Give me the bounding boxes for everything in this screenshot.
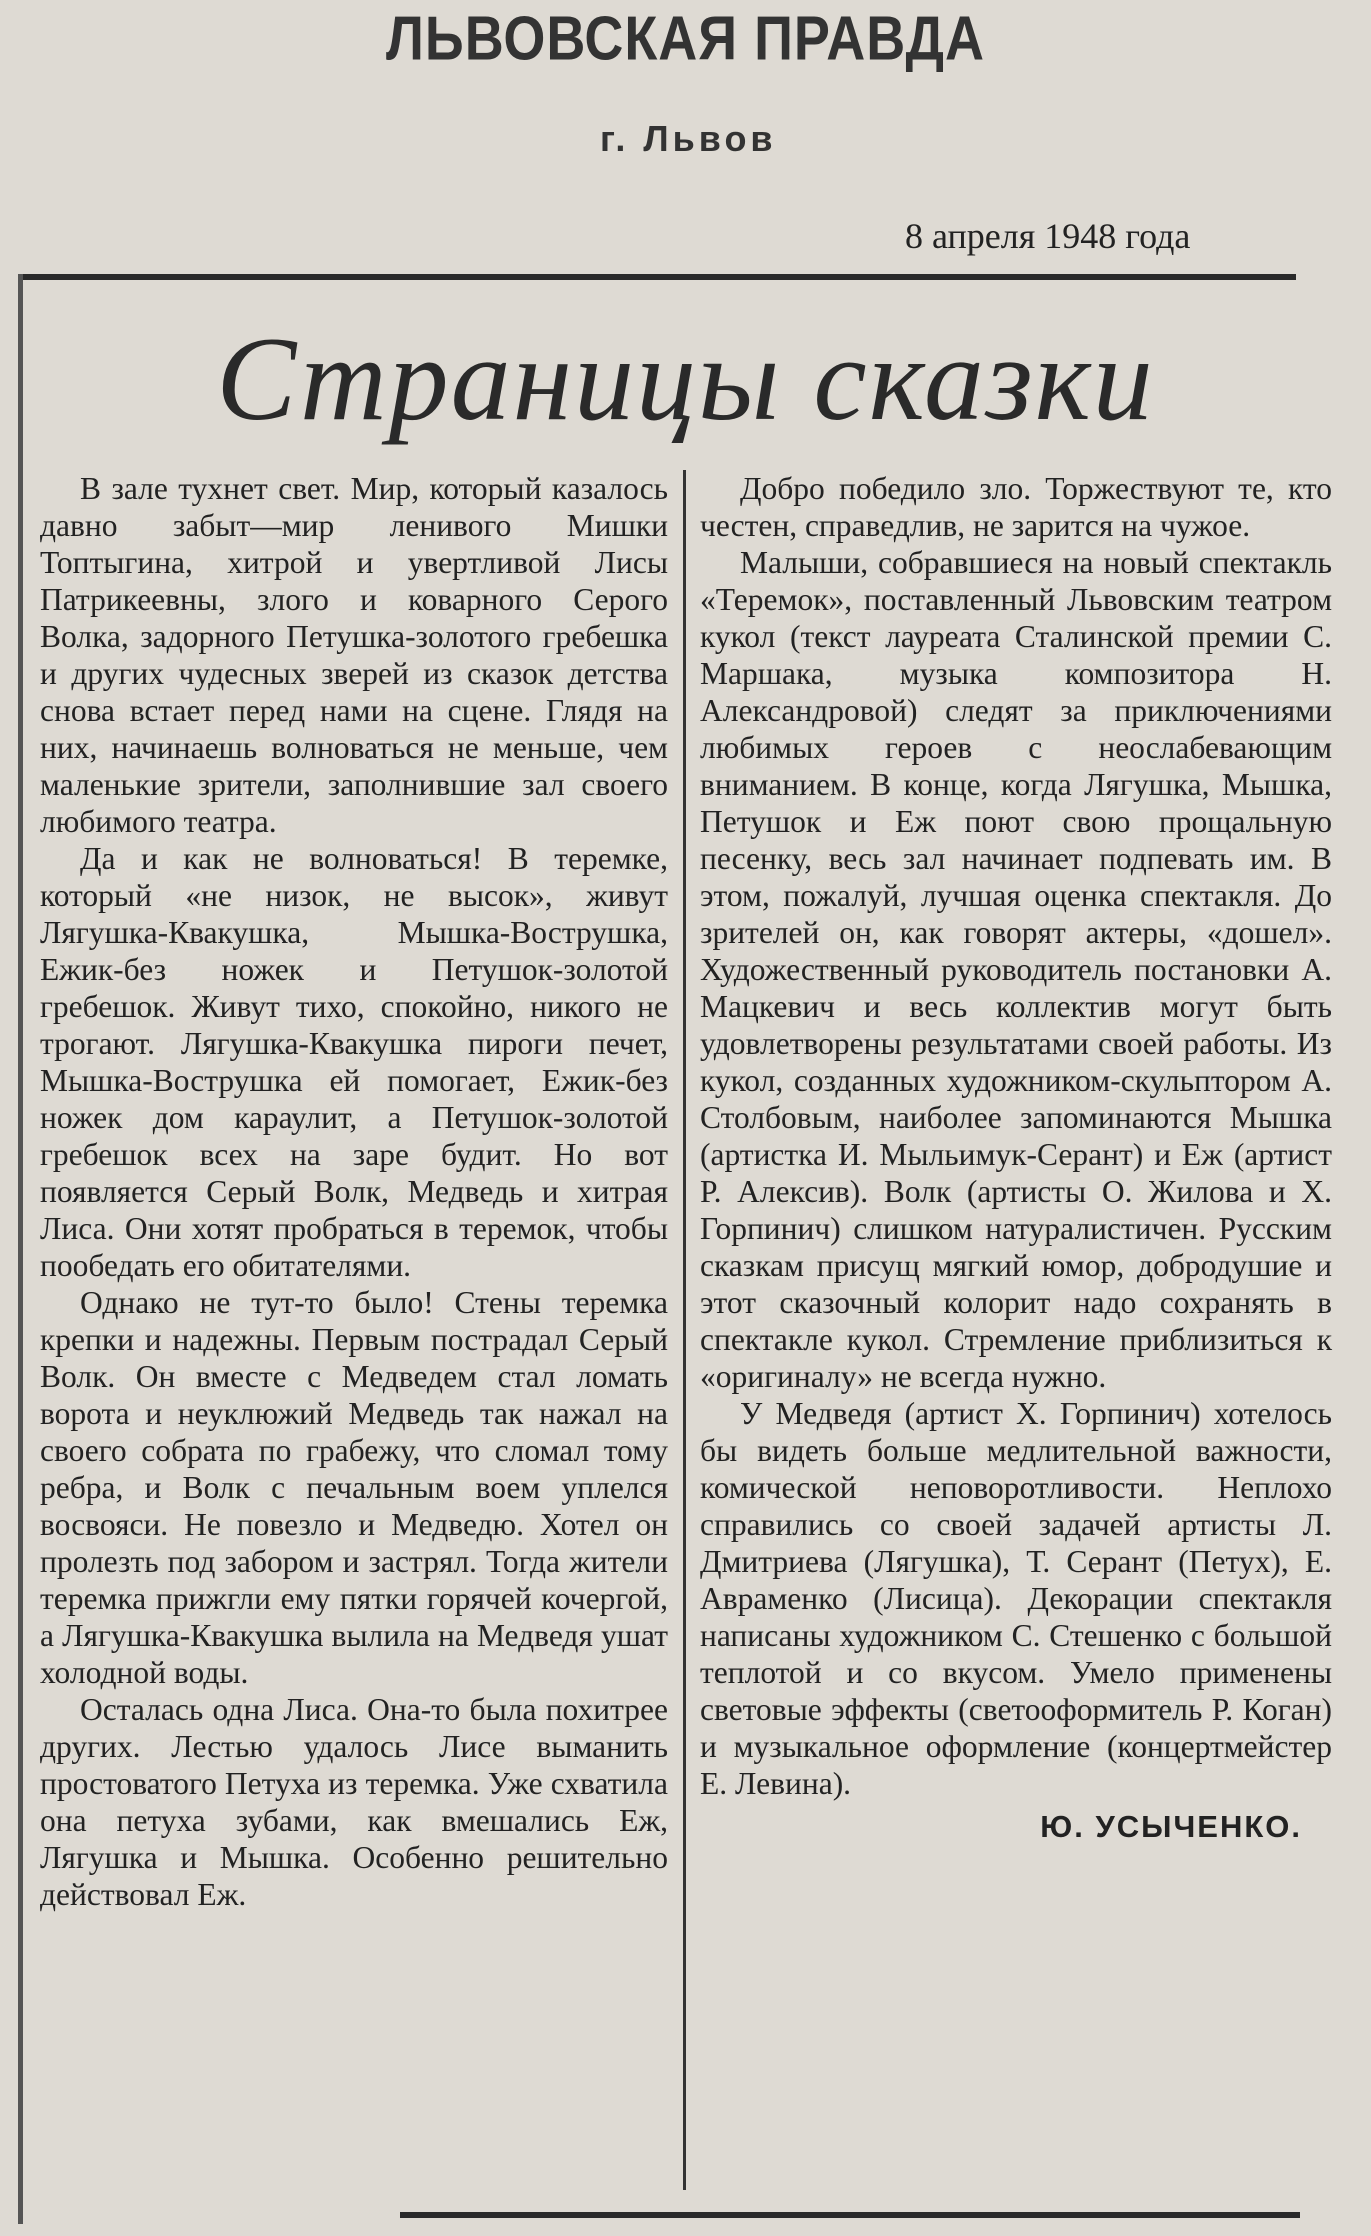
- paragraph: Малыши, собравшиеся на новый спектакль «Теремок», поставленный Львовским театром кукол (текст лауреата Сталинской премии С. Маршака, музыка композитора Н. Александровой) следят за приключениями любимых героев с неослабевающим вниманием. В конце, когда Лягушка, Мышка, Петушок и Еж поют свою прощальную песенку, весь зал начинает подпевать им. В этом, пожалуй, лучшая оценка спектакля. До зрителей он, как говорят актеры, «дошел». Художественный руководитель постановки А. Мацкевич и весь коллектив могут быть удовлетворены результатами своей работы. Из кукол, созданных художником-скульптором А. Столбовым, наиболее запоминаются Мышка (артистка И. Мыльимук-Серант) и Еж (артист Р. Алексив). Волк (артисты О. Жилова и Х. Горпинич) слишком натуралистичен. Русским сказкам присущ мягкий юмор, добродушие и этот сказочный колорит надо сохранять в спектакле кукол. Стремление приблизиться к «оригиналу» не всегда нужно.: [700, 545, 1332, 1394]
- left-rule: [18, 274, 23, 2224]
- top-rule: [18, 274, 1296, 280]
- issue-date: 8 апреля 1948 года: [905, 216, 1191, 256]
- article-right-column: [700, 470, 1332, 1845]
- paragraph: У Медведя (артист Х. Горпинич) хотелось бы видеть больше медлительной важности, комической неповоротливости. Неплохо справились со своей задачей артисты Л. Дмитриева (Лягушка), Т. Серант (Петух), Е. Авраменко (Лисица). Декорации спектакля написаны художником С. Стешенко с большой теплотой и со вкусом. Умело применены световые эффекты (светооформитель Р. Коган) и музыкальное оформление (концертмейстер Е. Левина).: [700, 1396, 1332, 1801]
- paragraph: Да и как не волноваться! В теремке, который «не низок, не высок», живут Лягушка-Квакушка, Мышка-Вострушка, Ежик-без ножек и Петушок-золотой гребешок. Живут тихо, спокойно, никого не трогают. Лягушка-Квакушка пироги печет, Мышка-Вострушка ей помогает, Ежик-без ножек дом караулит, а Петушок-золотой гребешок всех на заре будит. Но вот появляется Серый Волк, Медведь и хитрая Лиса. Они хотят пробраться в теремок, чтобы пообедать его обитателями.: [40, 841, 668, 1283]
- bottom-rule: [400, 2212, 1300, 2218]
- column-divider: [683, 470, 686, 2190]
- article-left-column: [40, 470, 668, 1913]
- paragraph: В зале тухнет свет. Мир, который казалось давно забыт—мир ленивого Мишки Топтыгина, хитрой и увертливой Лисы Патрикеевны, злого и коварного Серого Волка, задорного Петушка-золотого гребешка и других чудесных зверей из сказок детства снова встает перед нами на сцене. Глядя на них, начинаешь волноваться не меньше, чем маленькие зрители, заполнившие зал своего любимого театра.: [40, 471, 668, 839]
- paragraph: Осталась одна Лиса. Она-то была похитрее других. Лестью удалось Лисе выманить простоватого Петуха из теремка. Уже схватила она петуха зубами, как вмешались Еж, Лягушка и Мышка. Особенно решительно действовал Еж.: [40, 1692, 668, 1912]
- paragraph: Однако не тут-то было! Стены теремка крепки и надежны. Первым пострадал Серый Волк. Он вместе с Медведем стал ломать ворота и неуклюжий Медведь так нажал на своего собрата по грабежу, что сломал тому ребра, и Волк с печальным воем уплелся восвояси. Не повезло и Медведю. Хотел он пролезть под забором и застрял. Тогда жители теремка прижгли ему пятки горячей кочергой, а Лягушка-Квакушка вылила на Медведя ушат холодной воды.: [40, 1285, 668, 1690]
- author-signature: Ю. УСЫЧЕНКО.: [1040, 1809, 1302, 1844]
- newspaper-masthead: ЛЬВОВСКАЯ ПРАВДА: [386, 4, 985, 74]
- city-label: г. Львов: [600, 118, 777, 159]
- article-headline: Страницы сказки: [216, 312, 1155, 445]
- paragraph: Добро победило зло. Торжествуют те, кто честен, справедлив, не зарится на чужое.: [700, 471, 1332, 543]
